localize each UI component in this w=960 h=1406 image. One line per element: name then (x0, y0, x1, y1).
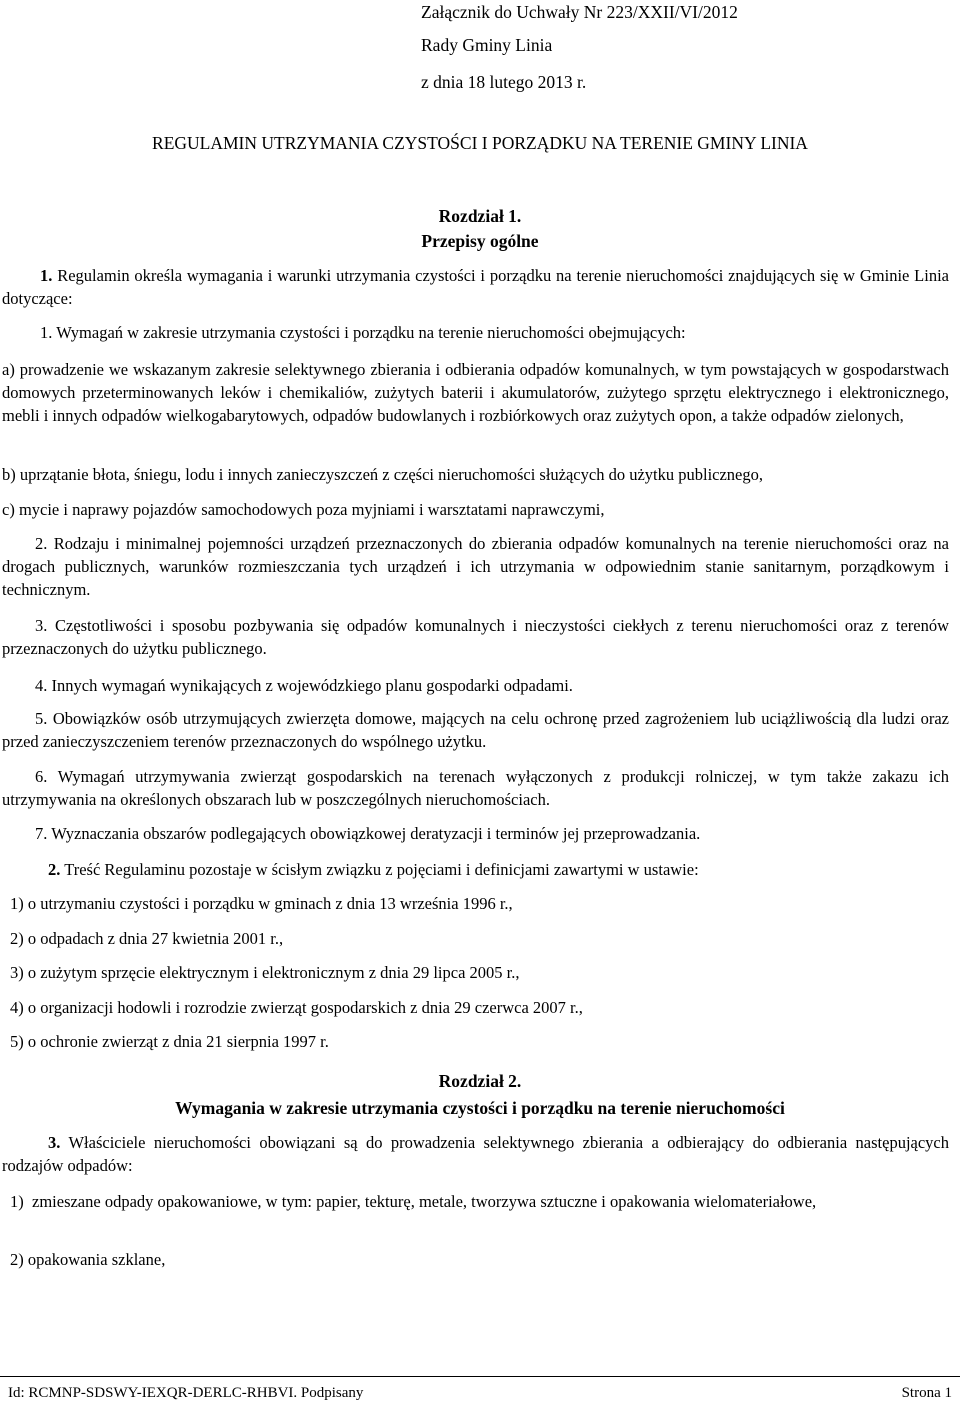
act-item-1: 1) o utrzymaniu czystości i porządku w gminach z dnia 13 września 1996 r., (10, 894, 513, 913)
footer-divider (0, 1376, 960, 1377)
paragraph-1-number: 1. (40, 266, 53, 285)
act-item-2: 2) o odpadach z dnia 27 kwietnia 2001 r., (10, 929, 284, 948)
point-2: 2. Rodzaju i minimalnej pojemności urządzeń przeznaczonych do zbierania odpadów komunalnych na terenie nieruchomości oraz na drogach publicznych, warunków rozmieszczania tych urządzeń i ich utrzymania w odpowiednim stanie sanitarnym, porządkowym i technicznym. (2, 534, 949, 599)
attachment-line: Załącznik do Uchwały Nr 223/XXII/VI/2012 (421, 2, 738, 22)
point-1c: c) mycie i naprawy pojazdów samochodowych poza myjniami i warsztatami naprawczymi, (2, 500, 605, 519)
date-line: z dnia 18 lutego 2013 r. (421, 72, 587, 92)
paragraph-2-number: 2. (48, 860, 61, 879)
paragraph-3-intro: 3. Właściciele nieruchomości obowiązani są do prowadzenia selektywnego zbierania a odbierający do odbierania następujących rodzajów odpadów: (2, 1133, 949, 1175)
act-item-4: 4) o organizacji hodowli i rozrodzie zwierząt gospodarskich z dnia 29 czerwca 2007 r., (10, 998, 583, 1017)
point-1: 1. Wymagań w zakresie utrzymania czystości i porządku na terenie nieruchomości obejmujących: (40, 323, 686, 342)
document-title: REGULAMIN UTRZYMANIA CZYSTOŚCI I PORZĄDKU NA TERENIE GMINY LINIA (152, 133, 808, 153)
act-item-3: 3) o zużytym sprzęcie elektrycznym i elektronicznym z dnia 29 lipca 2005 r., (10, 963, 520, 982)
point-7: 7. Wyznaczania obszarów podlegających obowiązkowej deratyzacji i terminów jej przeprowadzania. (35, 824, 701, 843)
chapter1-name: Przepisy ogólne (421, 231, 539, 251)
point-1b: b) uprzątanie błota, śniegu, lodu i innych zanieczyszczeń z części nieruchomości służących do użytku publicznego, (2, 465, 763, 484)
paragraph-1-intro: 1. Regulamin określa wymagania i warunki utrzymania czystości i porządku na terenie nieruchomości znajdujących się w Gminie Linia dotyczące: (2, 266, 949, 308)
document-id: Id: RCMNP-SDSWY-IEXQR-DERLC-RHBVI. Podpisany (8, 1385, 364, 1401)
waste-item-1-number: 1) (10, 1192, 24, 1211)
paragraph-3-number: 3. (48, 1133, 61, 1152)
waste-item-1 (10, 1190, 950, 1213)
point-5: 5. Obowiązków osób utrzymujących zwierzęta domowe, mających na celu ochronę przed zagrożeniem lub uciążliwością dla ludzi oraz przed zanieczyszczeniem terenów przeznaczonych do wspólnego użytku. (2, 709, 949, 751)
point-3: 3. Częstotliwości i sposobu pozbywania się odpadów komunalnych i nieczystości ciekłych z terenu nieruchomości oraz z terenów przeznaczonych do użytku publicznego. (2, 616, 949, 658)
chapter2-label: Rozdział 2. (438, 1071, 522, 1091)
paragraph-2-intro: 2. Treść Regulaminu pozostaje w ścisłym związku z pojęciami i definicjami zawartymi w ustawie: (48, 860, 699, 879)
point-4: 4. Innych wymagań wynikających z wojewódzkiego planu gospodarki odpadami. (35, 676, 573, 695)
council-line: Rady Gminy Linia (421, 35, 553, 55)
point-1a: a) prowadzenie we wskazanym zakresie selektywnego zbierania i odbierania odpadów komunalnych, w tym powstających w gospodarstwach domowych przeterminowanych leków i chemikaliów, zużytych baterii i akumulatorów, zużytego sprzętu elektrycznego i elektronicznego, mebli i innych odpadów wielkogabarytowych, odpadów budowlanych i rozbiórkowych oraz zużytych opon, a także odpadów zielonych, (2, 360, 949, 425)
waste-item-1-text: zmieszane odpady opakowaniowe, w tym: papier, tekturę, metale, tworzywa sztuczne i opakowania wielomateriałowe, (32, 1192, 817, 1211)
page-number: Strona 1 (901, 1385, 952, 1401)
waste-item-2: 2) opakowania szklane, (10, 1250, 166, 1269)
chapter2-name: Wymagania w zakresie utrzymania czystości i porządku na terenie nieruchomości (175, 1098, 785, 1118)
act-item-5: 5) o ochronie zwierząt z dnia 21 sierpnia 1997 r. (10, 1032, 329, 1051)
point-6: 6. Wymagań utrzymywania zwierząt gospodarskich na terenach wyłączonych z produkcji rolniczej, w tym także zakazu ich utrzymywania na określonych obszarach lub w poszczególnych nieruchomościach. (2, 767, 949, 809)
chapter1-label: Rozdział 1. (438, 206, 522, 226)
